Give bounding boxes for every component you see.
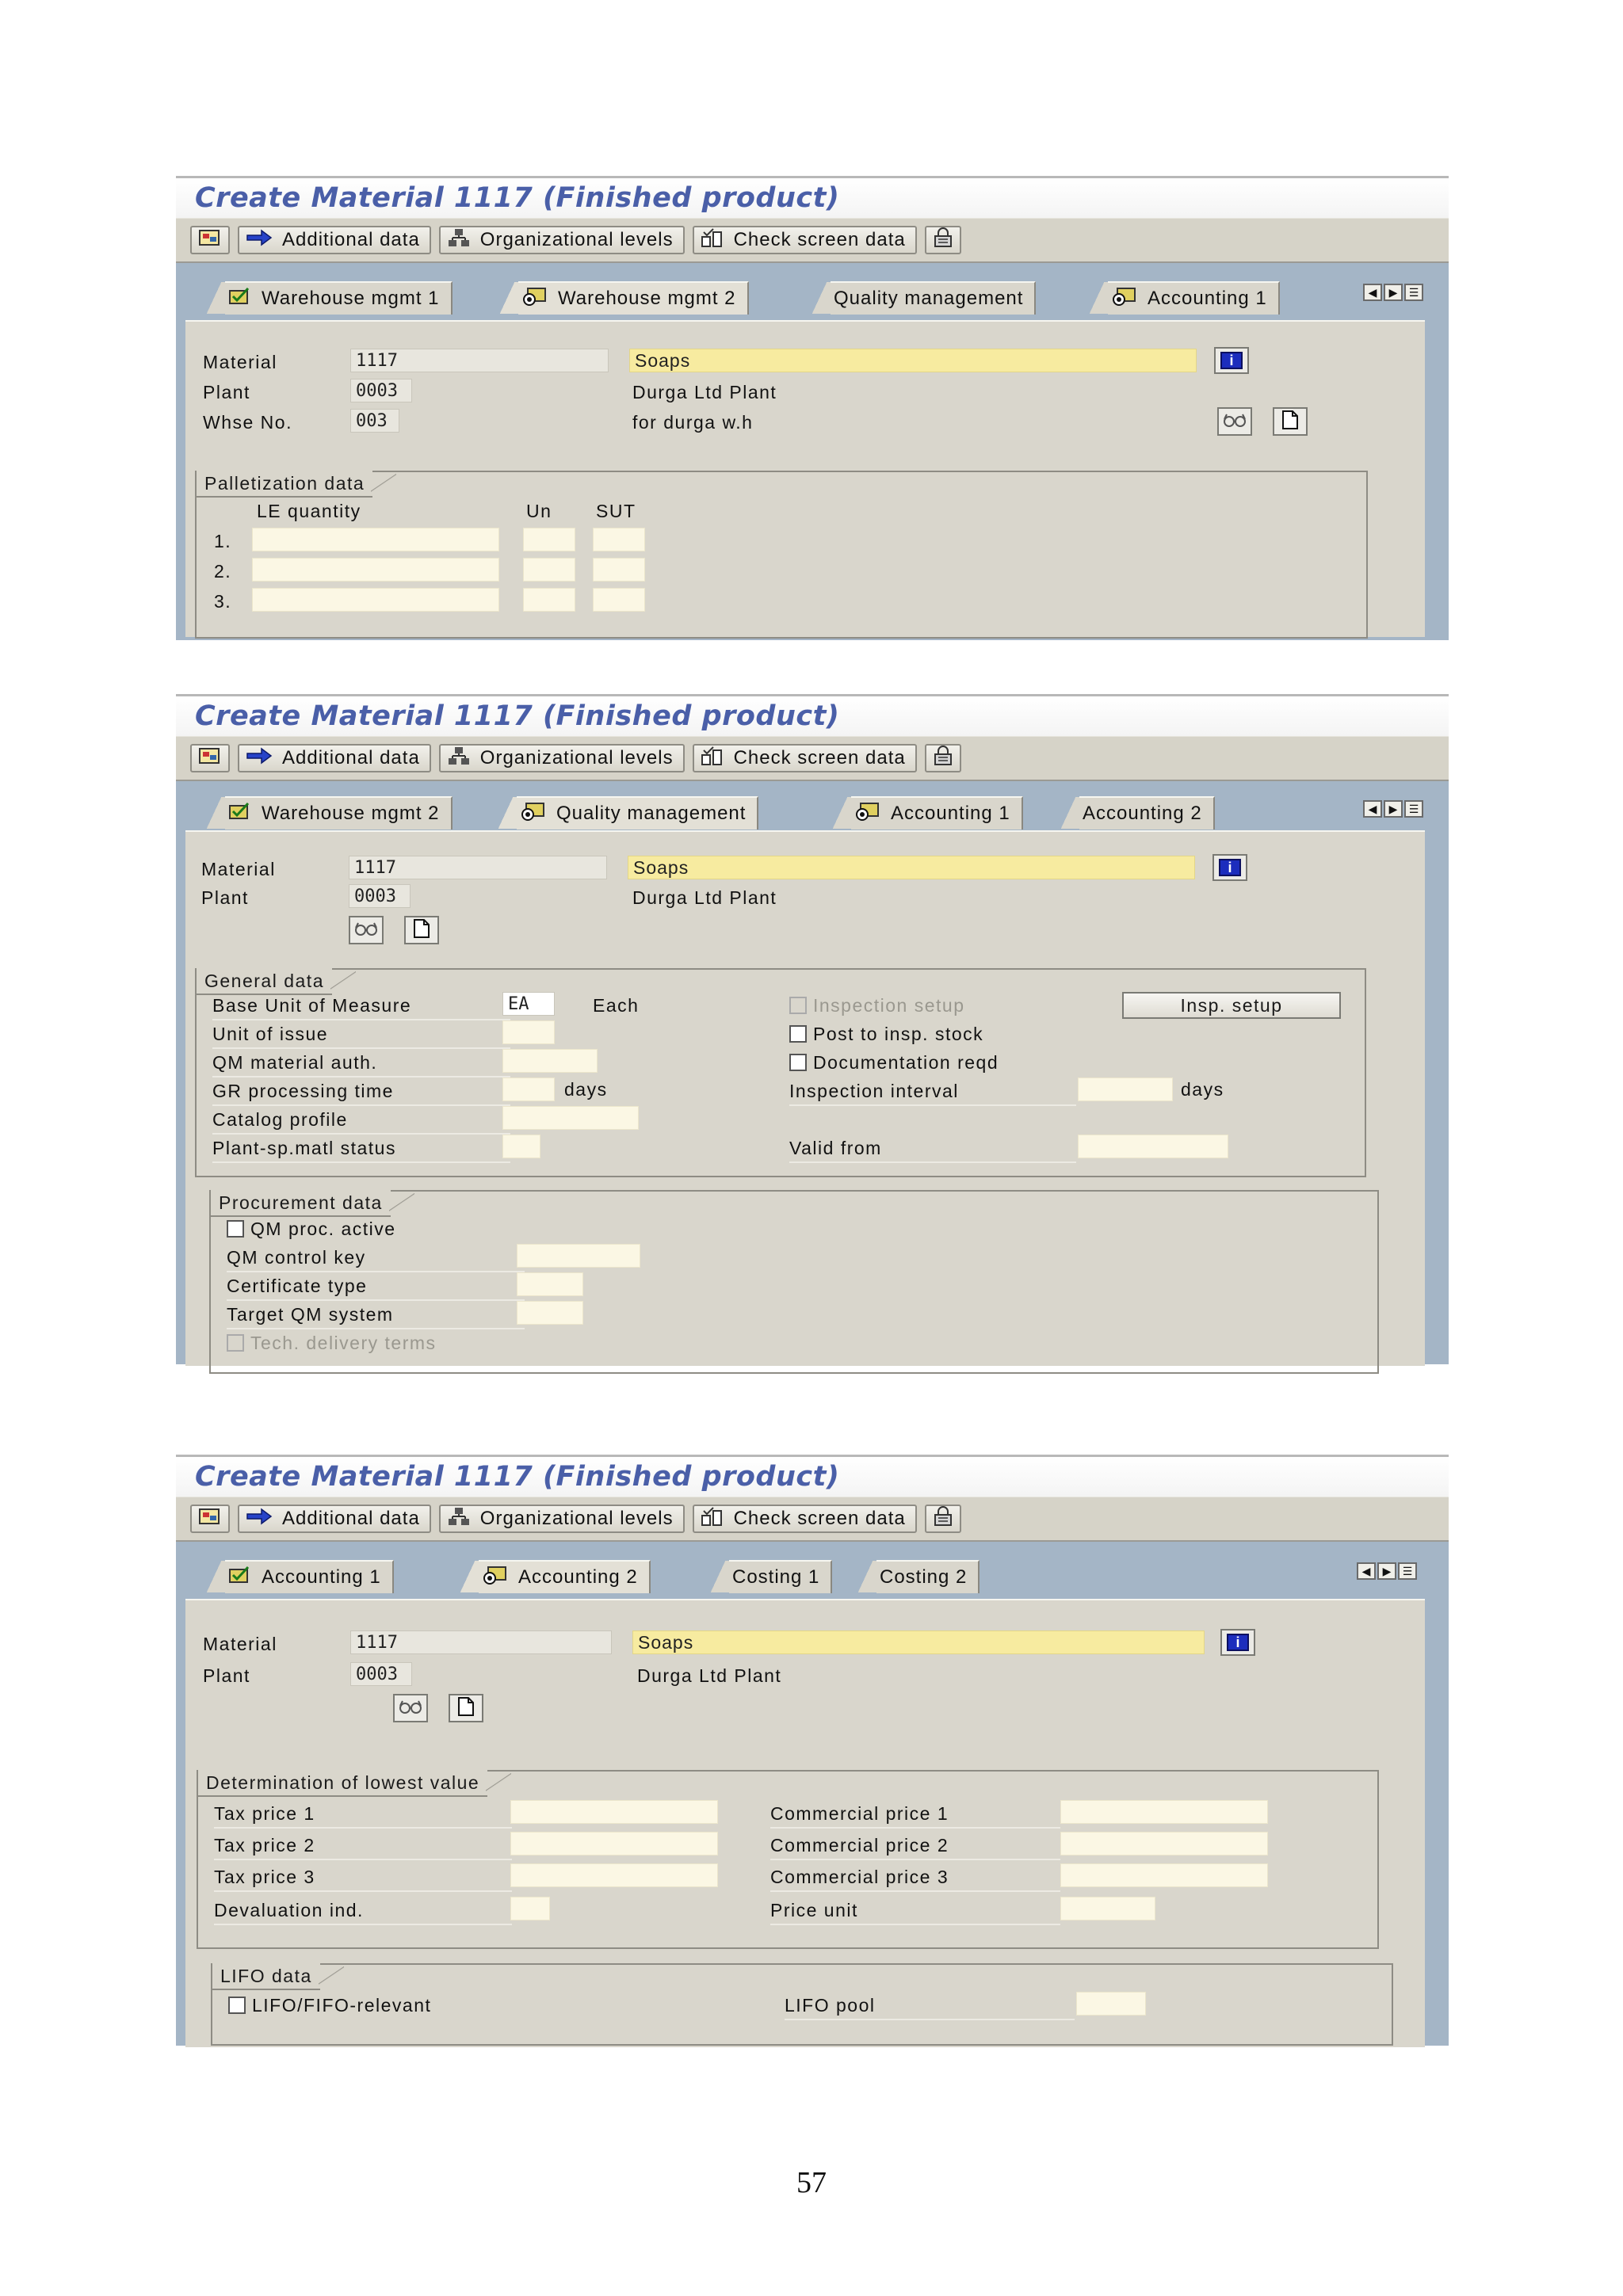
tab-scroll-right-icon[interactable]: ▶ <box>1377 1562 1396 1580</box>
window-title-bar <box>176 694 1449 736</box>
display-button[interactable] <box>393 1694 428 1722</box>
plant-code-field[interactable]: 0003 <box>350 1662 412 1686</box>
tab-scroll-controls <box>1363 800 1423 818</box>
tab-content <box>185 320 1425 637</box>
insp-setup-button[interactable]: Insp. setup <box>1122 992 1341 1019</box>
tax-price-3-label: Tax price 3 <box>214 1867 315 1887</box>
window-title-bar <box>176 1455 1449 1497</box>
overview-button[interactable] <box>190 226 230 254</box>
procurement-data-group <box>209 1190 1379 1374</box>
whse-name: for durga w.h <box>632 412 754 433</box>
price-unit-field[interactable] <box>1060 1897 1155 1920</box>
organizational-levels-label: Organizational levels <box>479 747 674 769</box>
material-number-field[interactable]: 1117 <box>350 349 609 372</box>
organizational-levels-label: Organizational levels <box>479 1508 674 1529</box>
new-page-icon <box>456 1696 475 1721</box>
devaluation-ind-field[interactable] <box>510 1897 550 1920</box>
check-page-icon <box>228 287 252 311</box>
view-page-icon <box>854 802 881 826</box>
glasses-icon <box>1222 412 1247 432</box>
sut-3-field[interactable] <box>593 588 645 612</box>
pallet-row-2-label: 2. <box>214 561 232 582</box>
commercial-price-3-label: Commercial price 3 <box>770 1867 949 1887</box>
lock-icon <box>933 227 953 254</box>
screen-warehouse-mgmt-2 <box>176 176 1449 637</box>
tab-accounting-1[interactable]: Accounting 1 <box>203 1561 394 1592</box>
info-icon: i <box>1227 1634 1249 1651</box>
lowest-value-group <box>197 1770 1379 1949</box>
display-button[interactable] <box>349 916 384 944</box>
plant-sp-matl-status-label: Plant-sp.matl status <box>212 1138 396 1158</box>
tab-scroll-left-icon[interactable]: ◀ <box>1363 284 1382 301</box>
tab-accounting-1[interactable]: Accounting 1 <box>1086 282 1280 314</box>
info-button[interactable] <box>1220 1629 1255 1656</box>
qm-control-key-label: QM control key <box>227 1247 366 1268</box>
gr-days-unit: days <box>564 1079 608 1100</box>
base-uom-field[interactable]: EA <box>502 992 555 1016</box>
window-title: Create Material 1117 (Finished product) <box>195 700 840 732</box>
lifo-pool-field[interactable] <box>1076 1992 1146 2016</box>
check-icon <box>701 227 724 254</box>
catalog-profile-label: Catalog profile <box>212 1109 348 1130</box>
new-entry-button[interactable] <box>1273 407 1308 436</box>
material-label: Material <box>201 859 276 879</box>
additional-data-label: Additional data <box>282 1508 420 1529</box>
price-unit-label: Price unit <box>770 1900 858 1920</box>
check-screen-data-button[interactable] <box>693 744 917 772</box>
commercial-price-1-field[interactable] <box>1060 1800 1268 1824</box>
commercial-price-2-field[interactable] <box>1060 1832 1268 1855</box>
tab-strip <box>187 1542 1438 1599</box>
organizational-levels-button[interactable] <box>439 1505 685 1533</box>
tab-accounting-2[interactable]: Accounting 2 <box>456 1561 651 1592</box>
material-description-field[interactable]: Soaps <box>628 856 1195 879</box>
inspection-setup-label: Inspection setup <box>813 995 965 1016</box>
interval-days-unit: days <box>1181 1079 1224 1100</box>
tab-quality-management[interactable]: Quality management <box>495 797 758 829</box>
tax-price-2-field[interactable] <box>510 1832 718 1855</box>
check-screen-data-button[interactable] <box>693 226 917 254</box>
devaluation-ind-label: Devaluation ind. <box>214 1900 364 1920</box>
tab-accounting-2[interactable]: Accounting 2 <box>1057 797 1215 829</box>
tab-warehouse-mgmt-1[interactable]: Warehouse mgmt 1 <box>203 282 453 314</box>
certificate-type-label: Certificate type <box>227 1276 368 1296</box>
lowest-value-title: Determination of lowest value <box>198 1770 487 1797</box>
tab-costing-1[interactable]: Costing 1 <box>707 1561 832 1592</box>
tax-price-1-field[interactable] <box>510 1800 718 1824</box>
material-number-field[interactable]: 1117 <box>350 1630 612 1654</box>
arrow-right-icon <box>246 229 273 252</box>
tab-quality-management[interactable]: Quality management <box>808 282 1036 314</box>
info-icon: i <box>1219 859 1241 876</box>
check-screen-data-button[interactable] <box>693 1505 917 1533</box>
new-entry-button[interactable] <box>404 916 439 944</box>
overview-icon <box>198 1506 222 1532</box>
lifo-data-title: LIFO data <box>212 1963 320 1990</box>
overview-icon <box>198 746 222 772</box>
general-data-group <box>195 968 1366 1177</box>
arrow-right-icon <box>246 747 273 770</box>
new-page-icon <box>1281 410 1300 434</box>
pallet-row-3-label: 3. <box>214 591 232 612</box>
page-number: 57 <box>796 2166 827 2199</box>
tab-strip <box>187 781 1438 830</box>
whse-no-label: Whse No. <box>203 412 292 433</box>
sut-2-field[interactable] <box>593 558 645 582</box>
tab-scroll-controls <box>1357 1562 1417 1580</box>
screen-body <box>176 781 1449 1364</box>
org-levels-icon <box>447 227 471 254</box>
info-button[interactable] <box>1214 347 1249 374</box>
valid-from-label: Valid from <box>789 1138 882 1158</box>
view-page-icon <box>482 1566 509 1590</box>
lifo-data-group <box>211 1963 1393 2046</box>
valid-from-field[interactable] <box>1078 1135 1228 1158</box>
post-to-insp-stock-checkbox[interactable] <box>789 1025 807 1043</box>
le-quantity-3-field[interactable] <box>252 588 499 612</box>
qm-control-key-field[interactable] <box>517 1244 640 1268</box>
window-title: Create Material 1117 (Finished product) <box>195 182 840 214</box>
new-page-icon <box>412 918 431 943</box>
arrow-right-icon <box>246 1508 273 1531</box>
lock-icon <box>933 1506 953 1532</box>
documentation-reqd-checkbox[interactable] <box>789 1054 807 1071</box>
gr-processing-time-field[interactable] <box>502 1077 555 1101</box>
overview-icon <box>198 227 222 254</box>
le-quantity-header: LE quantity <box>257 501 361 521</box>
whse-no-field[interactable]: 003 <box>350 409 399 433</box>
qm-proc-active-label: QM proc. active <box>250 1219 396 1239</box>
check-icon <box>701 746 724 772</box>
glasses-icon <box>353 921 379 940</box>
tab-costing-2[interactable]: Costing 2 <box>854 1561 980 1592</box>
material-label: Material <box>203 1634 277 1654</box>
organizational-levels-button[interactable] <box>439 744 685 772</box>
view-page-icon <box>521 287 548 311</box>
tab-list-icon[interactable]: ☰ <box>1398 1562 1417 1580</box>
display-button[interactable] <box>1217 407 1252 436</box>
additional-data-label: Additional data <box>282 747 420 769</box>
application-toolbar <box>176 1497 1449 1542</box>
additional-data-button[interactable] <box>238 1505 431 1533</box>
view-page-icon <box>1111 287 1138 311</box>
gr-processing-time-label: GR processing time <box>212 1081 394 1101</box>
commercial-price-1-label: Commercial price 1 <box>770 1803 949 1824</box>
documentation-reqd-label: Documentation reqd <box>813 1052 999 1073</box>
check-screen-data-label: Check screen data <box>733 1508 906 1529</box>
plant-name: Durga Ltd Plant <box>632 382 777 402</box>
palletization-title: Palletization data <box>197 471 372 498</box>
overview-button[interactable] <box>190 1505 230 1533</box>
lock-button[interactable] <box>925 744 961 772</box>
new-entry-button[interactable] <box>449 1694 483 1722</box>
screen-body <box>176 263 1449 640</box>
material-description-field[interactable]: Soaps <box>629 349 1197 372</box>
plant-label: Plant <box>203 1665 250 1686</box>
plant-sp-matl-status-field[interactable] <box>502 1135 540 1158</box>
plant-label: Plant <box>201 887 249 908</box>
inspection-interval-field[interactable] <box>1078 1077 1173 1101</box>
tech-delivery-terms-checkbox <box>227 1334 244 1352</box>
tab-scroll-left-icon[interactable]: ◀ <box>1357 1562 1376 1580</box>
application-toolbar <box>176 736 1449 781</box>
le-quantity-1-field[interactable] <box>252 528 499 551</box>
tab-accounting-1[interactable]: Accounting 1 <box>829 797 1023 829</box>
tax-price-1-label: Tax price 1 <box>214 1803 315 1824</box>
tech-delivery-terms-label: Tech. delivery terms <box>250 1333 437 1353</box>
lock-icon <box>933 746 953 772</box>
tax-price-3-field[interactable] <box>510 1863 718 1887</box>
qm-material-auth-field[interactable] <box>502 1049 598 1073</box>
plant-name: Durga Ltd Plant <box>637 1665 782 1686</box>
un-3-field[interactable] <box>523 588 575 612</box>
target-qm-system-label: Target QM system <box>227 1304 394 1325</box>
tab-list-icon[interactable]: ☰ <box>1404 800 1423 818</box>
tab-scroll-right-icon[interactable]: ▶ <box>1384 284 1403 301</box>
commercial-price-3-field[interactable] <box>1060 1863 1268 1887</box>
view-page-icon <box>520 802 547 826</box>
procurement-data-title: Procurement data <box>211 1190 391 1217</box>
post-to-insp-stock-label: Post to insp. stock <box>813 1024 984 1044</box>
palletization-group <box>195 471 1368 639</box>
screen-quality-management <box>176 694 1449 1361</box>
tab-warehouse-mgmt-2[interactable]: Warehouse mgmt 2 <box>203 797 453 829</box>
check-page-icon <box>228 802 252 826</box>
check-page-icon <box>228 1566 252 1590</box>
plant-name: Durga Ltd Plant <box>632 887 777 908</box>
tab-content <box>185 1599 1425 2047</box>
sut-1-field[interactable] <box>593 528 645 551</box>
glasses-icon <box>398 1699 423 1718</box>
target-qm-system-field[interactable] <box>517 1301 583 1325</box>
tab-list-icon[interactable]: ☰ <box>1404 284 1423 301</box>
lifo-pool-label: LIFO pool <box>785 1995 876 2016</box>
organizational-levels-label: Organizational levels <box>479 229 674 250</box>
additional-data-button[interactable] <box>238 226 431 254</box>
plant-label: Plant <box>203 382 250 402</box>
lock-button[interactable] <box>925 226 961 254</box>
tab-warehouse-mgmt-2[interactable]: Warehouse mgmt 2 <box>496 282 749 314</box>
plant-code-field[interactable]: 0003 <box>349 884 411 908</box>
window-title: Create Material 1117 (Finished product) <box>195 1461 840 1493</box>
tab-scroll-right-icon[interactable]: ▶ <box>1384 800 1403 818</box>
commercial-price-2-label: Commercial price 2 <box>770 1835 949 1855</box>
certificate-type-field[interactable] <box>517 1272 583 1296</box>
check-icon <box>701 1506 724 1532</box>
tab-scroll-left-icon[interactable]: ◀ <box>1363 800 1382 818</box>
material-description-field[interactable]: Soaps <box>632 1630 1205 1654</box>
check-screen-data-label: Check screen data <box>733 747 906 769</box>
plant-code-field[interactable]: 0003 <box>350 379 412 402</box>
pallet-row-1-label: 1. <box>214 531 232 551</box>
lock-button[interactable] <box>925 1505 961 1533</box>
qm-proc-active-checkbox[interactable] <box>227 1220 244 1238</box>
un-1-field[interactable] <box>523 528 575 551</box>
material-number-field[interactable]: 1117 <box>349 856 607 879</box>
tab-scroll-controls <box>1363 284 1423 301</box>
org-levels-icon <box>447 746 471 772</box>
additional-data-button[interactable] <box>238 744 431 772</box>
check-screen-data-label: Check screen data <box>733 229 906 250</box>
info-button[interactable] <box>1212 854 1247 881</box>
tab-strip <box>187 263 1438 320</box>
info-icon: i <box>1220 352 1243 369</box>
window-title-bar <box>176 176 1449 218</box>
sut-header: SUT <box>596 501 636 521</box>
unit-of-issue-label: Unit of issue <box>212 1024 329 1044</box>
base-uom-label: Base Unit of Measure <box>212 995 412 1016</box>
lifo-fifo-relevant-checkbox[interactable] <box>228 1997 246 2014</box>
general-data-title: General data <box>197 968 332 995</box>
le-quantity-2-field[interactable] <box>252 558 499 582</box>
lifo-fifo-relevant-label: LIFO/FIFO-relevant <box>252 1995 432 2016</box>
overview-button[interactable] <box>190 744 230 772</box>
screen-body <box>176 1542 1449 2046</box>
un-2-field[interactable] <box>523 558 575 582</box>
inspection-interval-label: Inspection interval <box>789 1081 959 1101</box>
unit-of-issue-field[interactable] <box>502 1020 555 1044</box>
material-label: Material <box>203 352 277 372</box>
additional-data-label: Additional data <box>282 229 420 250</box>
qm-material-auth-label: QM material auth. <box>212 1052 378 1073</box>
tab-content <box>185 830 1425 1366</box>
inspection-setup-checkbox <box>789 997 807 1014</box>
un-header: Un <box>526 501 552 521</box>
tax-price-2-label: Tax price 2 <box>214 1835 315 1855</box>
org-levels-icon <box>447 1506 471 1532</box>
organizational-levels-button[interactable] <box>439 226 685 254</box>
screen-accounting-2 <box>176 1455 1449 2042</box>
base-uom-text: Each <box>593 995 640 1016</box>
catalog-profile-field[interactable] <box>502 1106 639 1130</box>
application-toolbar <box>176 218 1449 263</box>
